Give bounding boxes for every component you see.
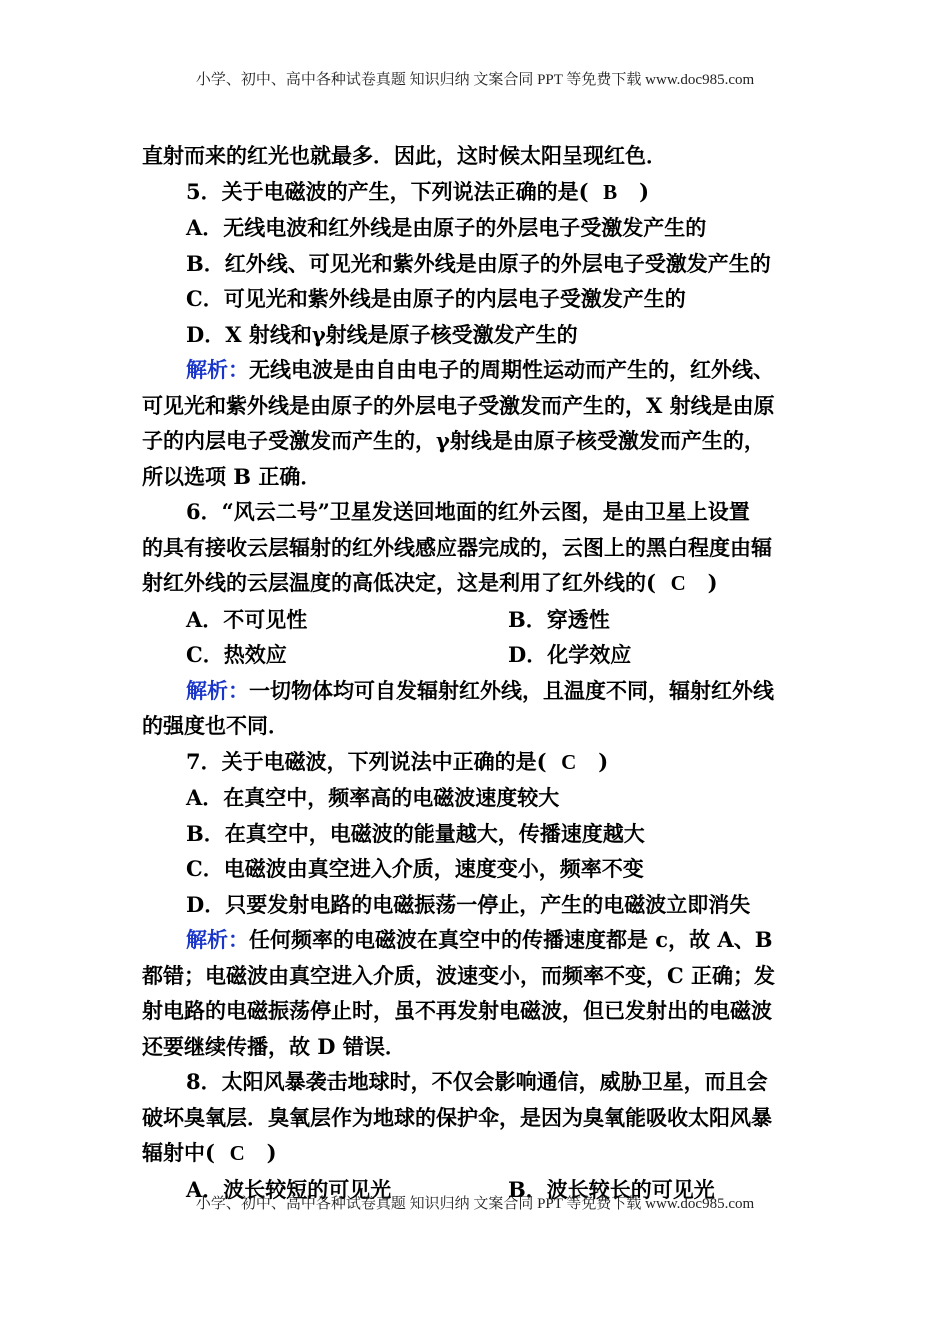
analysis-label: 解析： <box>186 677 249 703</box>
question-6-option-d: D．化学效应 <box>508 642 632 667</box>
question-7-stem: 7．关于电磁波，下列说法中正确的是( C ) <box>186 748 609 774</box>
question-7-option-a: A．在真空中，频率高的电磁波速度较大 <box>186 785 560 810</box>
question-6-stem: 的具有接收云层辐射的红外线感应器完成的，云图上的黑白程度由辐 <box>142 534 772 560</box>
question-6-answer: C <box>670 571 686 595</box>
document-body <box>142 138 814 1207</box>
analysis-label: 解析： <box>186 357 249 382</box>
question-6-option-b: B．穿透性 <box>508 606 610 632</box>
question-5-option-a: A．无线电波和红外线是由原子的外层电子受激发产生的 <box>186 215 707 240</box>
question-6-options-row <box>142 602 814 638</box>
question-8-option-a: A．波长较短的可见光 <box>186 1176 392 1202</box>
question-8-stem: 辐射中( C ) <box>142 1140 277 1165</box>
question-8-stem: 破坏臭氧层．臭氧层作为地球的保护伞，是因为臭氧能吸收太阳风暴 <box>142 1104 772 1130</box>
question-7-answer: C <box>561 749 577 774</box>
question-7-analysis-line: 射电路的电磁振荡停止时，虽不再发射电磁波，但已发射出的电磁波 <box>142 998 772 1023</box>
page-header: 小学、初中、高中各种试卷真题 知识归纳 文案合同 PPT 等免费下载 www.doc985.com <box>195 72 755 88</box>
question-5-analysis-line: 解析：无线电波是由自由电子的周期性运动而产生的，红外线、 <box>186 357 774 382</box>
question-6-analysis-line: 解析：一切物体均可自发辐射红外线，且温度不同，辐射红外线 <box>186 677 774 703</box>
question-5-analysis-line: 可见光和紫外线是由原子的外层电子受激发而产生的，X 射线是由原 <box>142 392 775 418</box>
question-6-analysis-line: 的强度也不同． <box>142 713 289 738</box>
question-6-stem: 射红外线的云层温度的高低决定，这是利用了红外线的( C ) <box>142 570 718 595</box>
intro-line: 直射而来的红光也就最多．因此，这时候太阳呈现红色． <box>142 143 667 168</box>
question-8-answer: C <box>229 1141 245 1165</box>
question-7-option-b: B．在真空中，电磁波的能量越大，传播速度越大 <box>186 820 645 846</box>
question-7-option-c: C．电磁波由真空进入介质，速度变小，频率不变 <box>186 856 644 881</box>
question-8-option-b: B．波长较长的可见光 <box>508 1176 715 1202</box>
question-8-stem: 8．太阳风暴袭击地球时，不仅会影响通信，威胁卫星，而且会 <box>186 1069 768 1094</box>
question-5-option-c: C．可见光和紫外线是由原子的内层电子受激发产生的 <box>186 286 686 311</box>
question-6-stem: 6．“风云二号”卫星发送回地面的红外云图，是由卫星上设置 <box>186 499 750 524</box>
question-5-analysis-line: 所以选项 B 正确． <box>142 463 322 489</box>
question-5-option-b: B．红外线、可见光和紫外线是由原子的外层电子受激发产生的 <box>186 250 771 276</box>
question-7-analysis-line: 还要继续传播，故 D 错误． <box>142 1033 406 1059</box>
question-6-options-row <box>142 637 814 673</box>
question-6-option-c: C．热效应 <box>186 642 287 667</box>
question-5-answer: B <box>603 179 618 204</box>
question-5-option-d: D．X 射线和γ射线是原子核受激发产生的 <box>186 321 578 347</box>
analysis-label: 解析： <box>186 927 249 952</box>
question-7-option-d: D．只要发射电路的电磁振荡一停止，产生的电磁波立即消失 <box>186 891 751 917</box>
question-7-analysis-line: 解析：任何频率的电磁波在真空中的传播速度都是 c，故 A、B <box>186 927 773 952</box>
question-5-stem: 5．关于电磁波的产生，下列说法正确的是( B ) <box>186 178 650 204</box>
question-6-option-a: A．不可见性 <box>186 606 308 632</box>
question-5-analysis-line: 子的内层电子受激发而产生的，γ射线是由原子核受激发而产生的， <box>142 428 765 453</box>
page-footer: 小学、初中、高中各种试卷真题 知识归纳 文案合同 PPT 等免费下载 www.doc985.com <box>195 1196 755 1212</box>
question-7-analysis-line: 都错；电磁波由真空进入介质，波速变小，而频率不变，C 正确；发 <box>142 962 776 988</box>
